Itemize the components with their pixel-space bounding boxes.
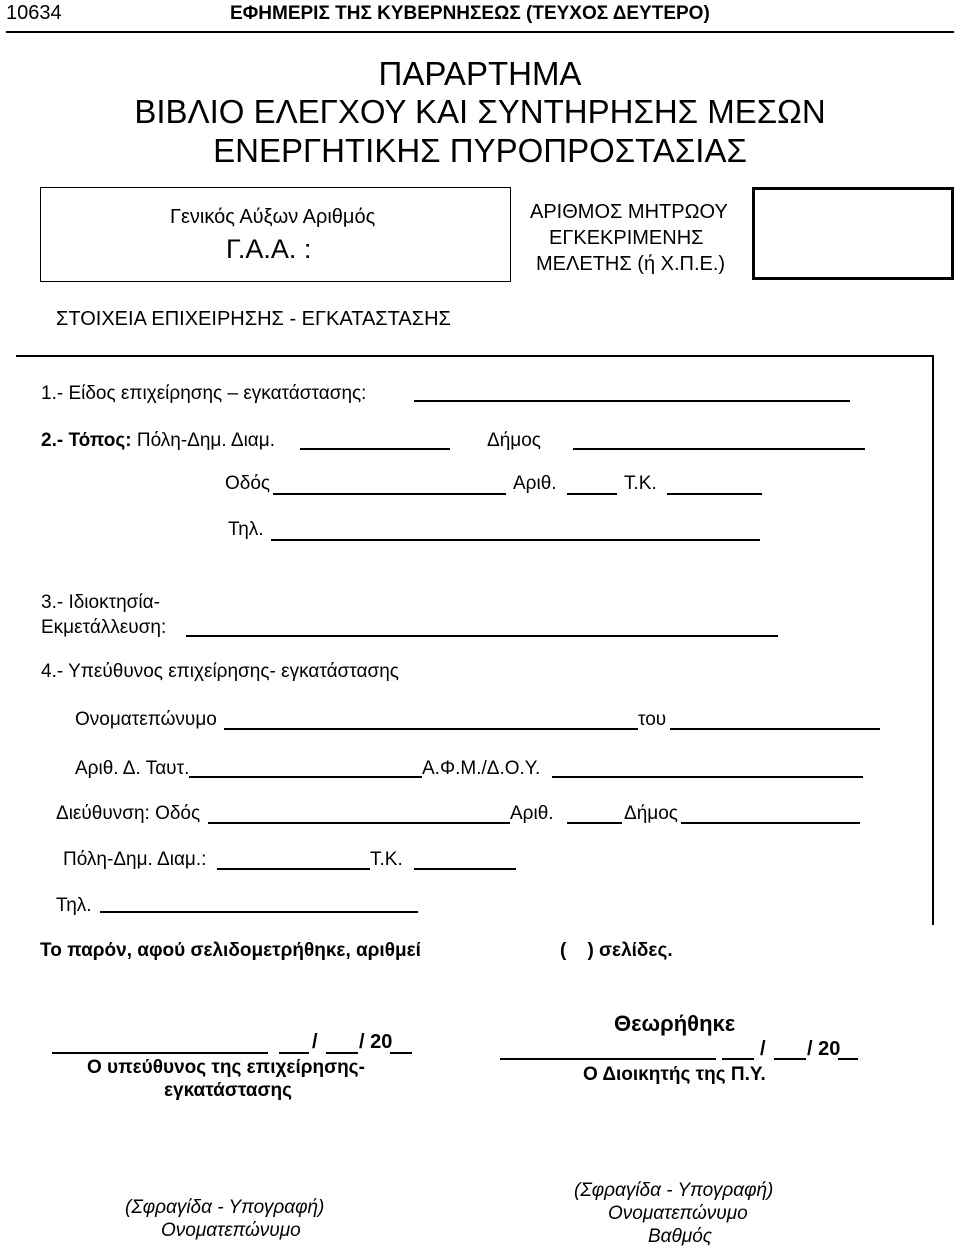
field-number-line xyxy=(567,493,617,495)
field-location-number: 2.- Τόπος: xyxy=(41,430,132,451)
left-date-slash1: / xyxy=(312,1031,318,1053)
field-father-label: του xyxy=(638,709,667,730)
field-address-number-line xyxy=(567,822,622,824)
right-date-month-line xyxy=(774,1058,806,1060)
right-date-slash1: / xyxy=(760,1038,766,1060)
registry-line3: ΜΕΛΕΤΗΣ (ή Χ.Π.Ε.) xyxy=(536,253,726,275)
right-rank-label: Βαθμός xyxy=(648,1226,713,1247)
field-street-line xyxy=(273,493,506,495)
left-date-year: / 20 xyxy=(359,1031,393,1053)
field-fullname-line xyxy=(224,728,638,730)
field-ownership-line1: 3.- Ιδιοκτησία- xyxy=(41,592,160,613)
field-address-line xyxy=(208,822,510,824)
right-date-year-line xyxy=(838,1058,858,1060)
left-date-day-line xyxy=(279,1052,309,1054)
right-date-day-line xyxy=(722,1058,754,1060)
field-location-label xyxy=(41,430,275,452)
field-ownership-line2: Εκμετάλλευση: xyxy=(41,617,167,638)
header-divider xyxy=(6,31,954,33)
field-city-postal-line xyxy=(414,868,516,870)
right-approved-heading: Θεωρήθηκε xyxy=(614,1011,736,1036)
serial-number-code: Γ.Α.Α. : xyxy=(226,234,312,264)
left-stamp-label: (Σφραγίδα - Υπογραφή) xyxy=(125,1197,325,1218)
field-taxid-label: Α.Φ.Μ./Δ.Ο.Υ. xyxy=(422,758,541,779)
registry-number-box xyxy=(752,187,954,280)
field-city-postal-label: Τ.Κ. xyxy=(370,849,403,870)
book-title-line2: ΕΝΕΡΓΗΤΙΚΗΣ ΠΥΡΟΠΡΟΣΤΑΣΙΑΣ xyxy=(213,132,747,169)
left-name-label: Ονοματεπώνυμο xyxy=(161,1220,301,1241)
field-id-line xyxy=(189,776,422,778)
field-address-municipality-line xyxy=(681,822,860,824)
field-id-label: Αριθ. Δ. Ταυτ. xyxy=(75,758,190,779)
right-name-label: Ονοματεπώνυμο xyxy=(608,1203,748,1224)
field-city-line xyxy=(217,868,370,870)
field-phone-label: Τηλ. xyxy=(228,519,264,540)
gazette-title: ΕΦΗΜΕΡΙΣ ΤΗΣ ΚΥΒΕΡΝΗΣΕΩΣ (ΤΕΥΧΟΣ ΔΕΥΤΕΡΟ) xyxy=(230,3,710,24)
right-date-year: / 20 xyxy=(807,1038,841,1060)
field-address-label: Διεύθυνση: Οδός xyxy=(56,803,201,824)
field-phone2-line xyxy=(100,911,418,913)
field-postal-label: Τ.Κ. xyxy=(624,473,657,494)
field-ownership-line xyxy=(186,635,778,637)
field-location-place: Πόλη-Δημ. Διαμ. xyxy=(136,430,276,451)
field-fullname-label: Ονοματεπώνυμο xyxy=(75,709,217,730)
field-taxid-line xyxy=(552,776,863,778)
field-address-municipality-label: Δήμος xyxy=(624,803,678,824)
right-stamp-label: (Σφραγίδα - Υπογραφή) xyxy=(574,1180,774,1201)
field-business-type-label: 1.- Είδος επιχείρησης – εγκατάστασης: xyxy=(41,383,367,404)
field-father-line xyxy=(670,728,880,730)
book-title-line1: ΒΙΒΛΙΟ ΕΛΕΓΧΟΥ ΚΑΙ ΣΥΝΤΗΡΗΣΗΣ ΜΕΣΩΝ xyxy=(134,93,826,130)
field-phone2-label: Τηλ. xyxy=(56,895,92,916)
annex-title: ΠΑΡΑΡΤΗΜΑ xyxy=(378,55,582,92)
left-date-year-line xyxy=(390,1052,412,1054)
field-postal-line xyxy=(667,493,762,495)
serial-number-label: Γενικός Αύξων Αριθμός xyxy=(170,206,376,228)
field-city-label: Πόλη-Δημ. Διαμ.: xyxy=(63,849,207,870)
field-number-label: Αριθ. xyxy=(513,473,557,494)
left-date-month-line xyxy=(326,1052,358,1054)
left-signatory-title2: εγκατάστασης xyxy=(164,1080,292,1101)
field-manager-label: 4.- Υπεύθυνος επιχείρησης- εγκατάστασης xyxy=(41,661,399,682)
right-signatory-title: Ο Διοικητής της Π.Υ. xyxy=(583,1064,766,1085)
right-signature-line xyxy=(500,1058,716,1060)
field-place-line xyxy=(300,448,450,450)
field-phone-line xyxy=(271,539,760,541)
pages-statement-count: ( ) σελίδες. xyxy=(560,940,673,961)
field-street-label: Οδός xyxy=(225,473,271,494)
registry-line2: ΕΓΚΕΚΡΙΜΕΝΗΣ xyxy=(549,227,704,249)
section-title: ΣΤΟΙΧΕΙΑ ΕΠΙΧΕΙΡΗΣΗΣ - ΕΓΚΑΤΑΣΤΑΣΗΣ xyxy=(56,308,451,330)
field-municipality-line xyxy=(573,448,865,450)
left-signatory-title1: Ο υπεύθυνος της επιχείρησης- xyxy=(87,1057,365,1078)
field-business-type-line xyxy=(414,400,850,402)
pages-statement-text: Το παρόν, αφού σελιδομετρήθηκε, αριθμεί xyxy=(40,940,421,961)
registry-line1: ΑΡΙΘΜΟΣ ΜΗΤΡΩΟΥ xyxy=(530,201,728,223)
field-municipality-label: Δήμος xyxy=(487,430,541,451)
page-number: 10634 xyxy=(6,2,62,24)
field-address-number-label: Αριθ. xyxy=(510,803,554,824)
left-signature-line xyxy=(52,1052,268,1054)
